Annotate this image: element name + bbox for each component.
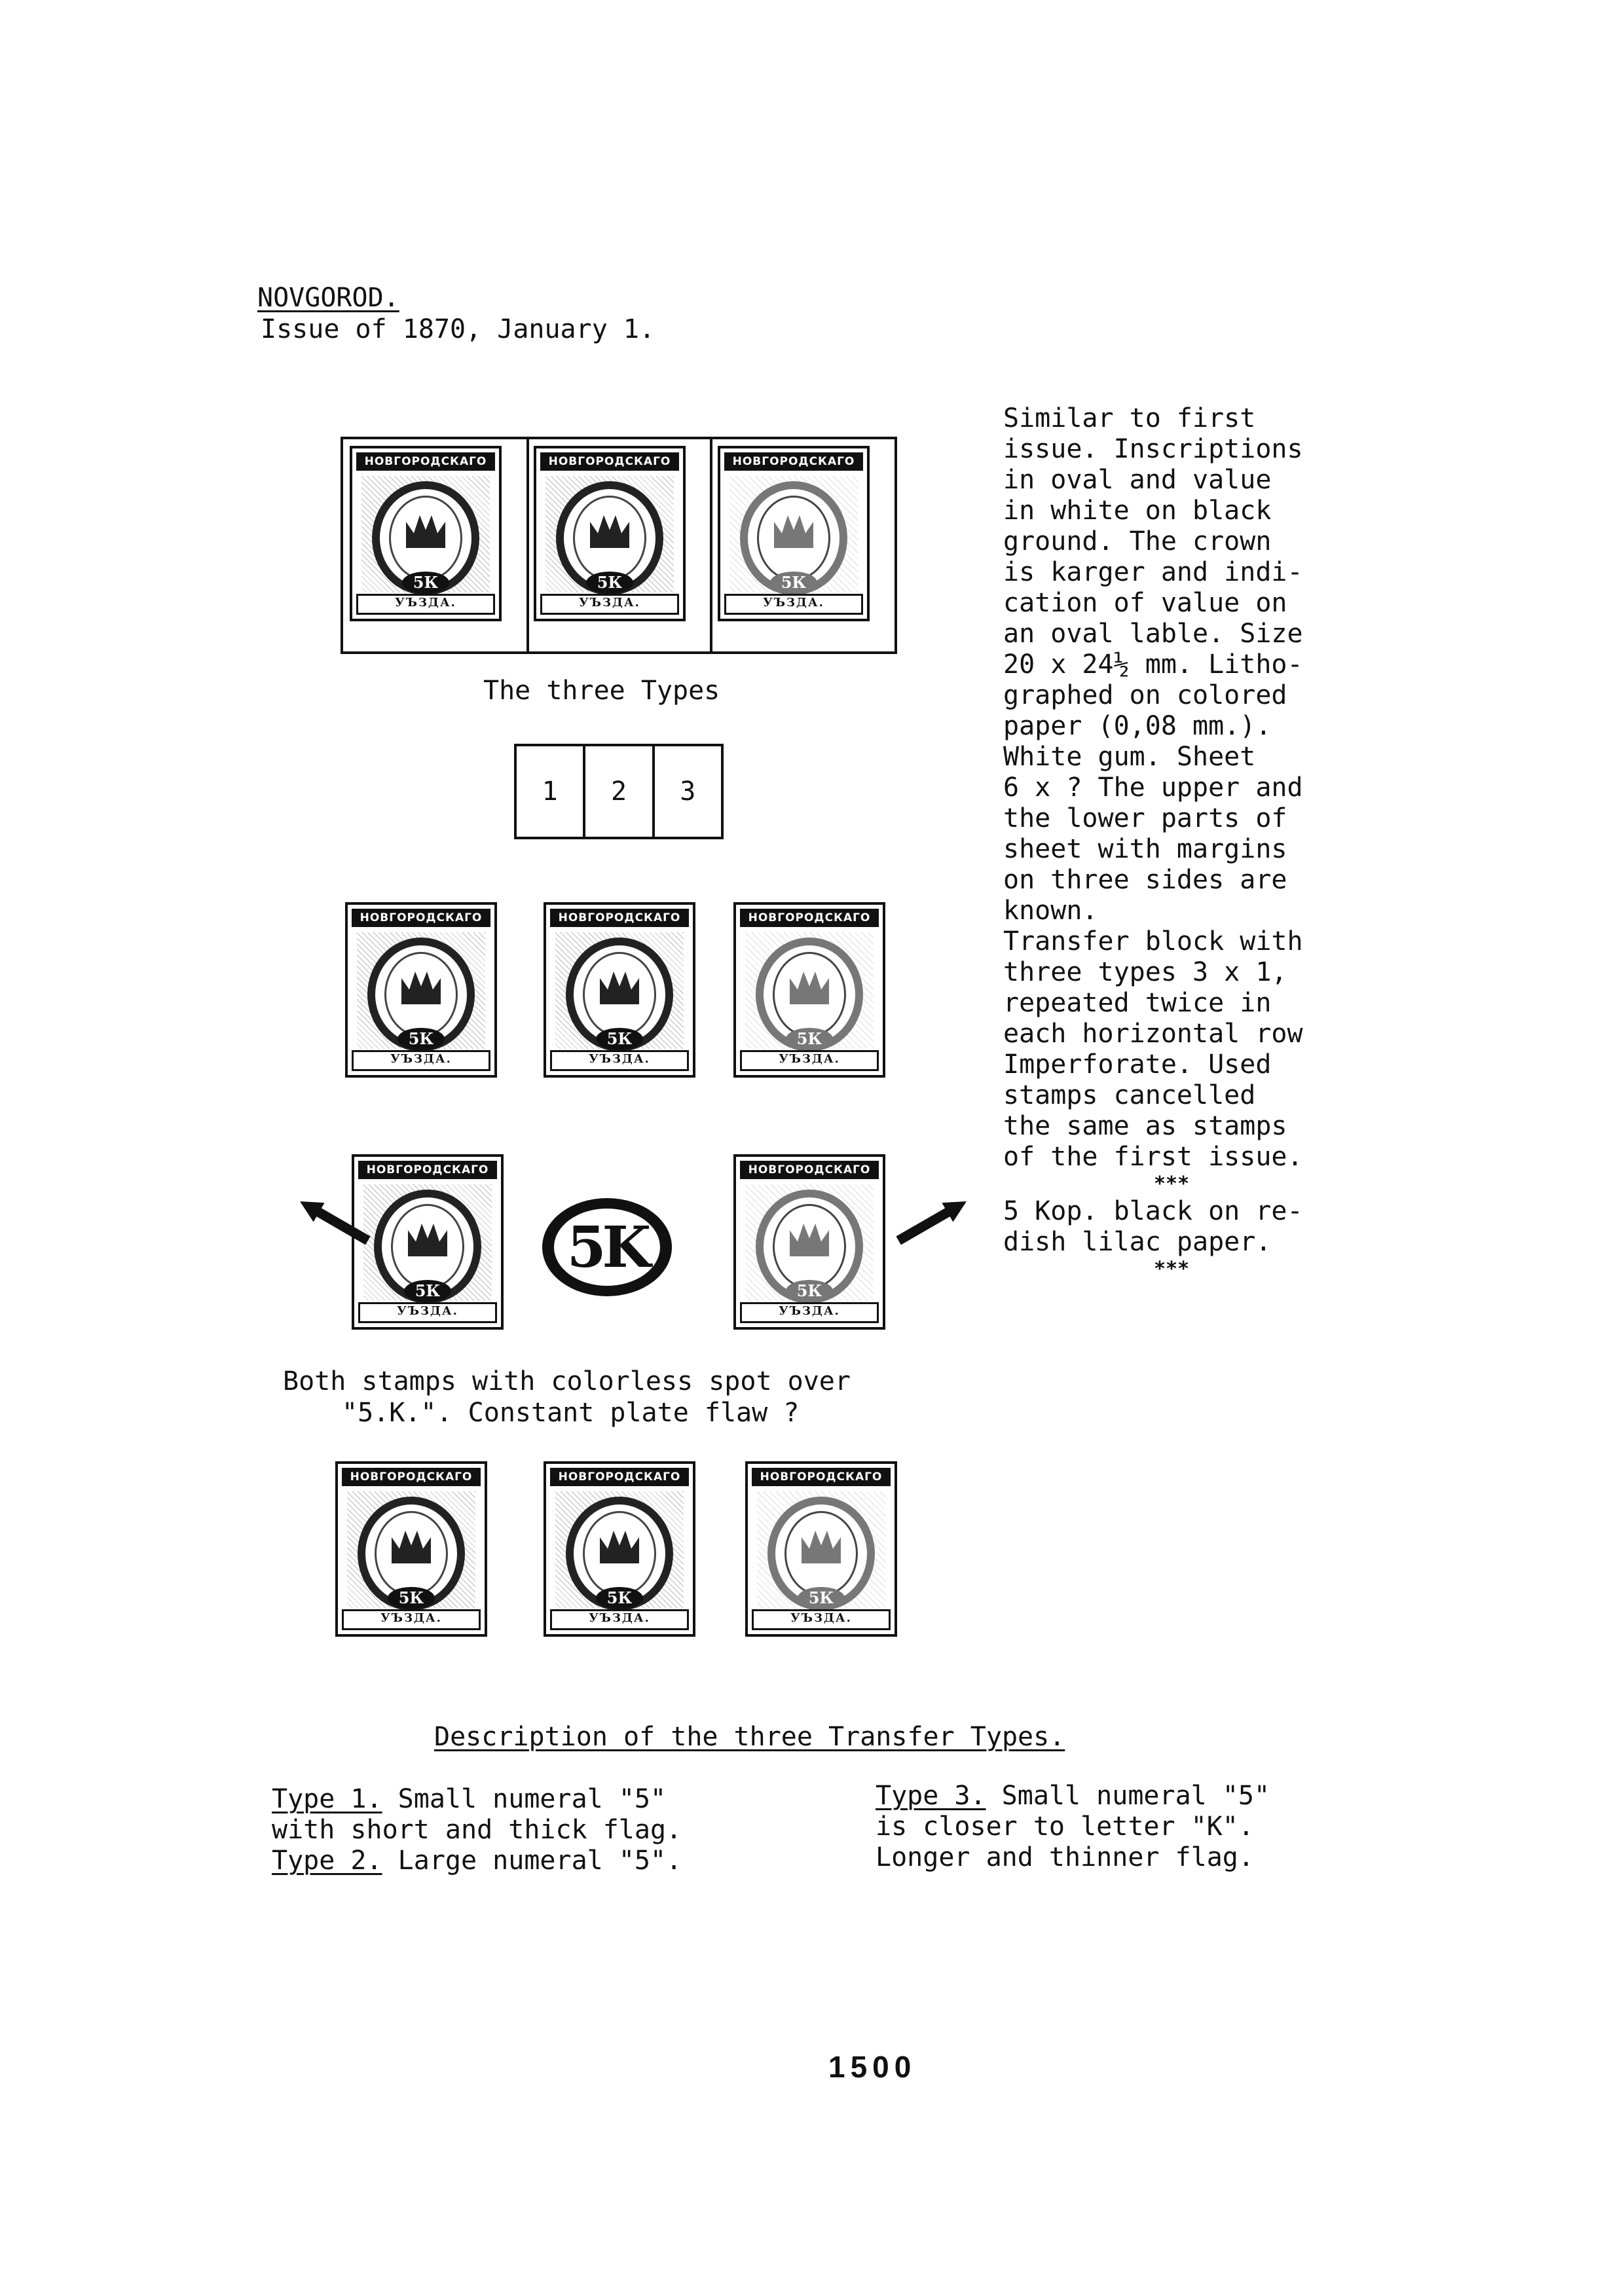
stamp-bottom-inscription: УЪЗДА. bbox=[550, 1050, 689, 1071]
separator-stars: *** bbox=[1154, 1258, 1190, 1281]
stamp-top-inscription: НОВГОРОДСКАГО bbox=[356, 452, 495, 471]
type1-label: Type 1. bbox=[272, 1784, 382, 1814]
stamp-bottom-inscription: УЪЗДА. bbox=[740, 1050, 879, 1071]
type2-text: Large numeral "5". bbox=[397, 1846, 682, 1876]
stamp-image bbox=[544, 1461, 695, 1637]
stamp-image bbox=[745, 1461, 897, 1637]
description-line: in oval and value bbox=[1003, 465, 1272, 495]
stamp-bottom-inscription: УЪЗДА. bbox=[540, 594, 679, 615]
description-line: cation of value on bbox=[1003, 588, 1287, 618]
type3-label: Type 3. bbox=[876, 1781, 986, 1811]
separator-stars: *** bbox=[1154, 1173, 1190, 1195]
stamp-top-inscription: НОВГОРОДСКАГО bbox=[550, 909, 689, 927]
stamp-bottom-inscription: УЪЗДА. bbox=[550, 1609, 689, 1630]
strip-divider bbox=[526, 439, 529, 651]
stamp-value: 5К bbox=[770, 572, 817, 594]
issue-date: Issue of 1870, January 1. bbox=[261, 314, 655, 344]
description-line: Transfer block with bbox=[1003, 926, 1303, 957]
type3-line1 bbox=[876, 1781, 1270, 1812]
stamp-value: 5К bbox=[586, 572, 633, 594]
description-line: each horizontal row bbox=[1003, 1019, 1303, 1049]
stamp-bottom-inscription: УЪЗДА. bbox=[724, 594, 863, 615]
stamp-top-inscription: НОВГОРОДСКАГО bbox=[540, 452, 679, 471]
types-cell-3: 3 bbox=[680, 776, 696, 807]
description-line: known. bbox=[1003, 896, 1098, 926]
description-line: 20 x 24½ mm. Litho- bbox=[1003, 649, 1303, 680]
stamp-top-inscription: НОВГОРОДСКАГО bbox=[342, 1468, 481, 1486]
stamp-value: 5К bbox=[596, 1028, 643, 1050]
strip-divider bbox=[710, 439, 712, 651]
stamp-value: 5К bbox=[786, 1028, 833, 1050]
description-line: dish lilac paper. bbox=[1003, 1227, 1272, 1257]
stamp-top-inscription: НОВГОРОДСКАГО bbox=[740, 909, 879, 927]
types-table bbox=[514, 744, 724, 839]
type2-label: Type 2. bbox=[272, 1846, 382, 1876]
page-number: 1500 bbox=[828, 2050, 917, 2084]
stamp-image bbox=[534, 446, 686, 621]
flaw-caption-line2: "5.K.". Constant plate flaw ? bbox=[342, 1398, 800, 1428]
description-column bbox=[1003, 403, 1303, 1281]
description-line: ground. The crown bbox=[1003, 526, 1272, 556]
stamp-image bbox=[335, 1461, 487, 1637]
type1-line2: with short and thick flag. bbox=[272, 1815, 682, 1845]
stamp-image bbox=[733, 902, 885, 1078]
description-line: Imperforate. Used bbox=[1003, 1049, 1272, 1080]
description-line: of the first issue. bbox=[1003, 1142, 1303, 1172]
stamp-image bbox=[718, 446, 870, 621]
stamp-value: 5К bbox=[397, 1028, 445, 1050]
flaw-caption-line1: Both stamps with colorless spot over bbox=[283, 1366, 851, 1396]
three-types-caption: The three Types bbox=[483, 676, 720, 706]
stamp-bottom-inscription: УЪЗДА. bbox=[356, 594, 495, 615]
stamp-top-inscription: НОВГОРОДСКАГО bbox=[352, 909, 490, 927]
stamp-bottom-inscription: УЪЗДА. bbox=[740, 1302, 879, 1323]
stamp-bottom-inscription: УЪЗДА. bbox=[352, 1050, 490, 1071]
arrow-right-icon bbox=[893, 1192, 972, 1250]
description-line: in white on black bbox=[1003, 496, 1272, 526]
stamp-value: 5К bbox=[404, 1280, 451, 1302]
stamp-bottom-inscription: УЪЗДА. bbox=[358, 1302, 497, 1323]
description-line: White gum. Sheet bbox=[1003, 742, 1256, 772]
transfer-types-heading: Description of the three Transfer Types. bbox=[434, 1722, 1065, 1752]
description-line: Similar to first bbox=[1003, 403, 1256, 433]
stamp-image bbox=[352, 1154, 504, 1330]
plate-flaw-text: 5K bbox=[554, 1209, 660, 1286]
description-line: an oval lable. Size bbox=[1003, 619, 1303, 649]
types-cell-1: 1 bbox=[517, 746, 585, 837]
description-line: 6 x ? The upper and bbox=[1003, 773, 1303, 803]
stamp-value: 5К bbox=[596, 1587, 643, 1609]
description-line: paper (0,08 mm.). bbox=[1003, 711, 1272, 741]
type3-line2: is closer to letter "K". bbox=[876, 1812, 1254, 1842]
stamp-value: 5К bbox=[798, 1587, 845, 1609]
stamp-bottom-inscription: УЪЗДА. bbox=[342, 1609, 481, 1630]
stamp-image bbox=[733, 1154, 885, 1330]
stamp-image bbox=[350, 446, 502, 621]
stamp-top-inscription: НОВГОРОДСКАГО bbox=[752, 1468, 891, 1486]
description-line: sheet with margins bbox=[1003, 834, 1287, 864]
description-line: 5 Kop. black on re- bbox=[1003, 1196, 1303, 1226]
description-line: is karger and indi- bbox=[1003, 557, 1303, 587]
stamp-value: 5К bbox=[402, 572, 449, 594]
description-line: on three sides are bbox=[1003, 865, 1287, 895]
type1-line1 bbox=[272, 1784, 666, 1815]
type2-line bbox=[272, 1846, 682, 1876]
stamp-bottom-inscription: УЪЗДА. bbox=[752, 1609, 891, 1630]
stamp-image bbox=[345, 902, 497, 1078]
description-line: graphed on colored bbox=[1003, 680, 1287, 710]
stamp-top-inscription: НОВГОРОДСКАГО bbox=[724, 452, 863, 471]
stamp-top-inscription: НОВГОРОДСКАГО bbox=[358, 1161, 497, 1179]
type3-line3: Longer and thinner flag. bbox=[876, 1842, 1254, 1872]
stamp-image bbox=[544, 902, 695, 1078]
description-line: the same as stamps bbox=[1003, 1111, 1287, 1141]
description-line: repeated twice in bbox=[1003, 988, 1272, 1018]
description-line: issue. Inscriptions bbox=[1003, 434, 1303, 464]
stamp-top-inscription: НОВГОРОДСКАГО bbox=[550, 1468, 689, 1486]
description-line: the lower parts of bbox=[1003, 803, 1287, 833]
plate-flaw-enlargement bbox=[542, 1198, 672, 1296]
stamp-top-inscription: НОВГОРОДСКАГО bbox=[740, 1161, 879, 1179]
stamp-value: 5К bbox=[786, 1280, 833, 1302]
type3-text: Small numeral "5" bbox=[1001, 1781, 1270, 1811]
page-title: NOVGOROD. bbox=[257, 283, 399, 313]
description-line: stamps cancelled bbox=[1003, 1080, 1256, 1110]
type1-text: Small numeral "5" bbox=[397, 1784, 667, 1814]
types-cell-2: 2 bbox=[585, 746, 654, 837]
stamp-value: 5К bbox=[388, 1587, 435, 1609]
description-line: three types 3 x 1, bbox=[1003, 957, 1287, 987]
